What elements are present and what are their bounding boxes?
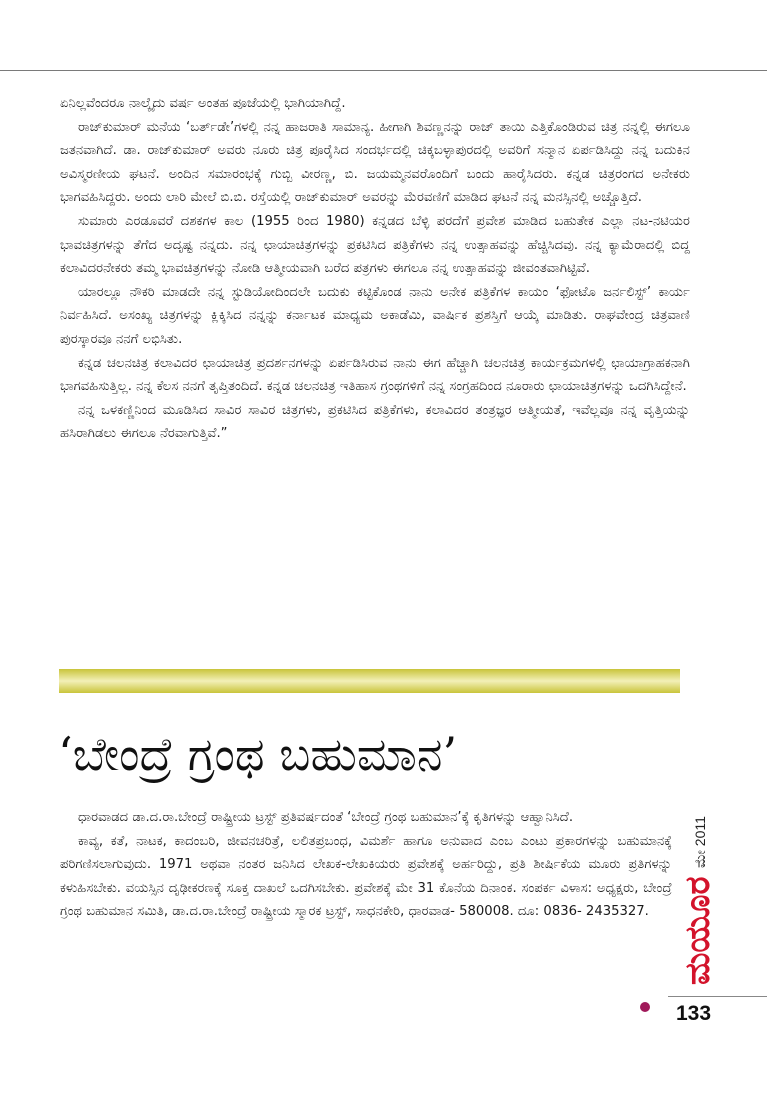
article-paragraph: ಏನಿಲ್ಲವೆಂದರೂ ನಾಲ್ಕೈದು ವರ್ಷ ಅಂತಹ ಪೂಜೆಯಲ್ಲಿ ಭಾಗಿಯಾಗಿದ್ದೆ. bbox=[60, 96, 346, 111]
notice-body bbox=[60, 806, 672, 924]
notice-paragraph: ಕಾವ್ಯ, ಕತೆ, ನಾಟಕ, ಕಾದಂಬರಿ, ಜೀವನಚರಿತ್ರೆ, ಲಲಿತಪ್ರಬಂಧ, ವಿಮರ್ಶೆ ಹಾಗೂ ಅನುವಾದ ಎಂಬ ಎಂಟು ಪ್ರಕಾರಗಳನ್ನು ಬಹುಮಾನಕ್ಕೆ ಪರಿಗಣಿಸಲಾಗುವುದು. 1971 ಅಥವಾ ನಂತರ ಜನಿಸಿದ ಲೇಖಕ-ಲೇಖಕಿಯರು ಪ್ರವೇಶಕ್ಕೆ ಅರ್ಹರಿದ್ದು, ಪ್ರತಿ ಶೀರ್ಷಿಕೆಯ ಮೂರು ಪ್ರತಿಗಳನ್ನು ಕಳುಹಿಸಬೇಕು. ವಯಸ್ಸಿನ ದೃಢೀಕರಣಕ್ಕೆ ಸೂಕ್ತ ದಾಖಲೆ ಒದಗಿಸಬೇಕು. ಪ್ರವೇಶಕ್ಕೆ ಮೇ 31 ಕೊನೆಯ ದಿನಾಂಕ. ಸಂಪರ್ಕ ವಿಳಾಸ: ಅಧ್ಯಕ್ಷರು, ಬೇಂದ್ರೆ ಗ್ರಂಥ ಬಹುಮಾನ ಸಮಿತಿ, ಡಾ.ದ.ರಾ.ಬೇಂದ್ರೆ ರಾಷ್ಟ್ರೀಯ ಸ್ಮಾರಕ ಟ್ರಸ್ಟ್, ಸಾಧನಕೇರಿ, ಧಾರವಾಡ- 580008. ದೂ: 0836- 2435327. bbox=[60, 833, 672, 920]
issue-date: ಮೇ 2011 bbox=[692, 816, 708, 868]
notice-paragraph: ಧಾರವಾಡದ ಡಾ.ದ.ರಾ.ಬೇಂದ್ರೆ ರಾಷ್ಟ್ರೀಯ ಟ್ರಸ್ಟ್ ಪ್ರತಿವರ್ಷದಂತೆ ‘ಬೇಂದ್ರೆ ಗ್ರಂಥ ಬಹುಮಾನ’ಕ್ಕೆ ಕೃತಿಗಳನ್ನು ಆಹ್ವಾನಿಸಿದೆ. bbox=[78, 810, 574, 825]
article-paragraph: ಸುಮಾರು ಎರಡೂವರೆ ದಶಕಗಳ ಕಾಲ (1955 ರಿಂದ 1980) ಕನ್ನಡದ ಬೆಳ್ಳಿ ಪರದೆಗೆ ಪ್ರವೇಶ ಮಾಡಿದ ಬಹುತೇಕ ಎಲ್ಲಾ ನಟ-ನಟಿಯರ ಭಾವಚಿತ್ರಗಳನ್ನು ತೆಗೆದ ಅದೃಷ್ಟ ನನ್ನದು. ನನ್ನ ಛಾಯಾಚಿತ್ರಗಳನ್ನು ಪ್ರಕಟಿಸಿದ ಪತ್ರಿಕೆಗಳು ನನ್ನ ಉತ್ಸಾಹವನ್ನು ಹೆಚ್ಚಿಸಿದವು. ನನ್ನ ಕ್ಯಾಮೆರಾದಲ್ಲಿ ಬಿದ್ದ ಕಲಾವಿದರನೇಕರು ತಮ್ಮ ಭಾವಚಿತ್ರಗಳನ್ನು ನೋಡಿ ಆತ್ಮೀಯವಾಗಿ ಬರೆದ ಪತ್ರಗಳು ಈಗಲೂ ನನ್ನ ಉತ್ಸಾಹವನ್ನು ಜೀವಂತವಾಗಿಟ್ಟಿವೆ. bbox=[60, 213, 690, 277]
footer-rule bbox=[668, 996, 767, 997]
magazine-logo: ಮಯೂರ bbox=[678, 876, 718, 986]
section-divider-bar bbox=[59, 669, 680, 693]
top-rule bbox=[0, 70, 767, 71]
page-number: 133 bbox=[676, 1002, 712, 1025]
article-paragraph: ರಾಜ್‌ಕುಮಾರ್ ಮನೆಯ ‘ಬರ್ತ್‌ಡೇ’ಗಳಲ್ಲಿ ನನ್ನ ಹಾಜರಾತಿ ಸಾಮಾನ್ಯ. ಹೀಗಾಗಿ ಶಿವಣ್ಣನನ್ನು ರಾಜ್ ತಾಯಿ ಎತ್ತಿಕೊಂಡಿರುವ ಚಿತ್ರ ನನ್ನಲ್ಲಿ ಈಗಲೂ ಜತನವಾಗಿದೆ. ಡಾ. ರಾಜ್‌ಕುಮಾರ್ ಅವರು ನೂರು ಚಿತ್ರ ಪೂರೈಸಿದ ಸಂದರ್ಭದಲ್ಲಿ ಚಿಕ್ಕಬಳ್ಳಾಪುರದಲ್ಲಿ ಅವರಿಗೆ ಸನ್ಮಾನ ಏರ್ಪಡಿಸಿದ್ದು ನನ್ನ ಬದುಕಿನ ಅವಿಸ್ಮರಣೀಯ ಘಟನೆ. ಅಂದಿನ ಸಮಾರಂಭಕ್ಕೆ ಗುಬ್ಬಿ ವೀರಣ್ಣ, ಬಿ. ಜಯಮ್ಮನವರೊಂದಿಗೆ ಬಂದು ಹಾರೈಸಿದರು. ಕನ್ನಡ ಚಿತ್ರರಂಗದ ಅನೇಕರು ಭಾಗವಹಿಸಿದ್ದರು. ಅಂದು ಲಾರಿ ಮೇಲೆ ಬಿ.ಬಿ. ರಸ್ತೆಯಲ್ಲಿ ರಾಜ್‌ಕುಮಾರ್ ಅವರನ್ನು ಮೆರವಣಿಗೆ ಮಾಡಿದ ಘಟನೆ ನನ್ನ ಮನಸ್ಸಿನಲ್ಲಿ ಅಚ್ಚೊತ್ತಿದೆ. bbox=[60, 119, 690, 206]
article-paragraph: ಕನ್ನಡ ಚಲನಚಿತ್ರ ಕಲಾವಿದರ ಛಾಯಾಚಿತ್ರ ಪ್ರದರ್ಶನಗಳನ್ನು ಏರ್ಪಡಿಸಿರುವ ನಾನು ಈಗ ಹೆಚ್ಚಾಗಿ ಚಲನಚಿತ್ರ ಕಾರ್ಯಕ್ರಮಗಳಲ್ಲಿ ಛಾಯಾಗ್ರಾಹಕನಾಗಿ ಭಾಗವಹಿಸುತ್ತಿಲ್ಲ. ನನ್ನ ಕೆಲಸ ನನಗೆ ತೃಪ್ತಿತಂದಿದೆ. ಕನ್ನಡ ಚಲನಚಿತ್ರ ಇತಿಹಾಸ ಗ್ರಂಥಗಳಿಗೆ ನನ್ನ ಸಂಗ್ರಹದಿಂದ ನೂರಾರು ಛಾಯಾಚಿತ್ರಗಳನ್ನು ಒದಗಿಸಿದ್ದೇನೆ. bbox=[60, 355, 690, 395]
article-body bbox=[60, 92, 690, 446]
notice-title: ‘ಬೇಂದ್ರೆ ಗ್ರಂಥ ಬಹುಮಾನ’ bbox=[58, 727, 458, 781]
article-paragraph: ಯಾರಲ್ಲೂ ನೌಕರಿ ಮಾಡದೇ ನನ್ನ ಸ್ಟುಡಿಯೋದಿಂದಲೇ ಬದುಕು ಕಟ್ಟಿಕೊಂಡ ನಾನು ಅನೇಕ ಪತ್ರಿಕೆಗಳ ಕಾಯಂ ‘ಫೋಟೊ ಜರ್ನಲಿಸ್ಟ್’ ಕಾರ್ಯ ನಿರ್ವಹಿಸಿದೆ. ಅಸಂಖ್ಯ ಚಿತ್ರಗಳನ್ನು ಕ್ಲಿಕ್ಕಿಸಿದ ನನ್ನನ್ನು ಕರ್ನಾಟಕ ಮಾಧ್ಯಮ ಅಕಾಡೆಮಿ, ವಾರ್ಷಿಕ ಪ್ರಶಸ್ತಿಗೆ ಆಯ್ಕೆ ಮಾಡಿತು. ರಾಘವೇಂದ್ರ ಚಿತ್ರವಾಣಿ ಪುರಸ್ಕಾರವೂ ನನಗೆ ಲಭಿಸಿತು. bbox=[60, 284, 690, 347]
bullet-dot-icon bbox=[640, 1002, 650, 1012]
article-paragraph: ನನ್ನ ಒಳಕಣ್ಣಿನಿಂದ ಮೂಡಿಸಿದ ಸಾವಿರ ಸಾವಿರ ಚಿತ್ರಗಳು, ಪ್ರಕಟಿಸಿದ ಪತ್ರಿಕೆಗಳು, ಕಲಾವಿದರ ತಂತ್ರಜ್ಞರ ಆತ್ಮೀಯತೆ, ಇವೆಲ್ಲವೂ ನನ್ನ ವೃತ್ತಿಯನ್ನು ಹಸಿರಾಗಿಡಲು ಈಗಲೂ ನೆರವಾಗುತ್ತಿವೆ.” bbox=[60, 402, 690, 442]
